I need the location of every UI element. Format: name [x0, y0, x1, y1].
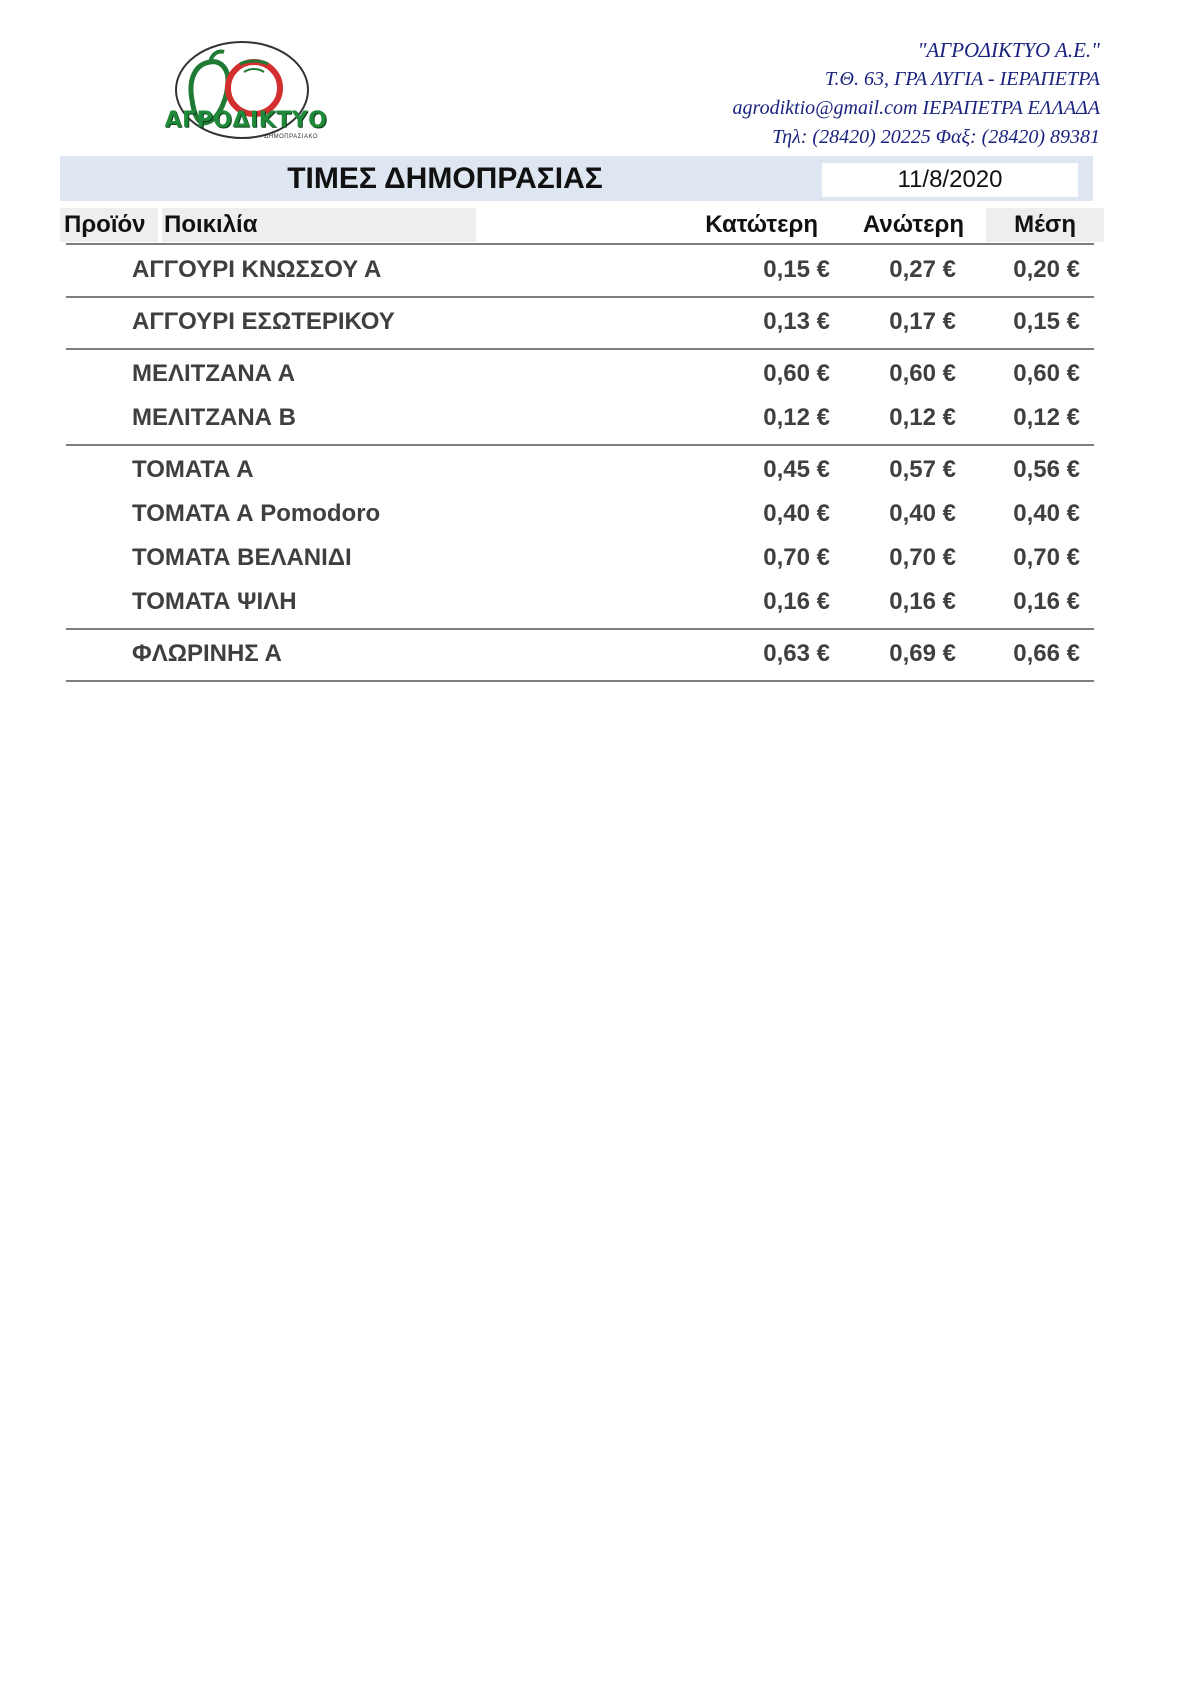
company-logo	[162, 38, 330, 150]
table-row	[0, 634, 1080, 674]
max-price: 0,16 €	[889, 588, 956, 615]
title-band	[60, 156, 1093, 201]
max-price: 0,70 €	[889, 544, 956, 571]
header-max-price: Ανώτερη	[862, 211, 964, 238]
group-divider	[66, 296, 1094, 298]
max-price: 0,60 €	[889, 360, 956, 387]
header-min-price: Κατώτερη	[705, 211, 818, 238]
company-email-city: agrodiktio@gmail.com ΙΕΡΑΠΕΤΡΑ ΕΛΛΑΔΑ	[732, 97, 1100, 119]
avg-price: 0,12 €	[1013, 404, 1080, 431]
max-price: 0,69 €	[889, 640, 956, 667]
max-price: 0,17 €	[889, 308, 956, 335]
product-variety: ΜΕΛΙΤΖΑΝΑ Β	[132, 404, 296, 431]
avg-price: 0,70 €	[1013, 544, 1080, 571]
group-divider	[66, 348, 1094, 350]
product-variety: ΤΟΜΑΤΑ Α	[132, 456, 254, 483]
table-row	[0, 450, 1080, 490]
company-info	[733, 36, 1100, 152]
table-row	[0, 494, 1080, 534]
min-price: 0,15 €	[763, 256, 830, 283]
min-price: 0,16 €	[763, 588, 830, 615]
avg-price: 0,15 €	[1013, 308, 1080, 335]
auction-date: 11/8/2020	[822, 163, 1078, 197]
logo-wordmark: ΑΓΡΟΔΙΚΤΥΟ	[164, 108, 328, 133]
max-price: 0,57 €	[889, 456, 956, 483]
table-row	[0, 250, 1080, 290]
table-row	[0, 398, 1080, 438]
max-price: 0,27 €	[889, 256, 956, 283]
page-title: ΤΙΜΕΣ ΔΗΜΟΠΡΑΣΙΑΣ	[287, 162, 603, 195]
table-row	[0, 538, 1080, 578]
avg-price: 0,56 €	[1013, 456, 1080, 483]
min-price: 0,60 €	[763, 360, 830, 387]
avg-price: 0,66 €	[1013, 640, 1080, 667]
product-variety: ΦΛΩΡΙΝΗΣ Α	[132, 640, 282, 667]
min-price: 0,13 €	[763, 308, 830, 335]
table-row	[0, 582, 1080, 622]
min-price: 0,63 €	[763, 640, 830, 667]
max-price: 0,40 €	[889, 500, 956, 527]
header-divider	[66, 243, 1094, 245]
max-price: 0,12 €	[889, 404, 956, 431]
min-price: 0,40 €	[763, 500, 830, 527]
group-divider	[66, 628, 1094, 630]
header-product: Προϊόν	[64, 211, 146, 238]
min-price: 0,70 €	[763, 544, 830, 571]
company-name: "ΑΓΡΟΔΙΚΤΥΟ Α.Ε."	[917, 38, 1100, 62]
table-row	[0, 354, 1080, 394]
group-divider	[66, 444, 1094, 446]
header-avg-price: Μέση	[1014, 211, 1076, 238]
table-row	[0, 302, 1080, 342]
product-variety: ΤΟΜΑΤΑ ΒΕΛΑΝΙΔΙ	[132, 544, 352, 571]
product-variety: ΜΕΛΙΤΖΑΝΑ Α	[132, 360, 296, 387]
logo-subtext: ΔΗΜΟΠΡΑΣΙΑΚΟ	[264, 134, 318, 140]
avg-price: 0,40 €	[1013, 500, 1080, 527]
avg-price: 0,20 €	[1013, 256, 1080, 283]
group-divider	[66, 680, 1094, 682]
company-address: Τ.Θ. 63, ΓΡΑ ΛΥΓΙΑ - ΙΕΡΑΠΕΤΡΑ	[824, 68, 1100, 90]
avg-price: 0,16 €	[1013, 588, 1080, 615]
product-variety: ΤΟΜΑΤΑ ΨΙΛΗ	[132, 588, 297, 615]
avg-price: 0,60 €	[1013, 360, 1080, 387]
min-price: 0,12 €	[763, 404, 830, 431]
product-variety: ΑΓΓΟΥΡΙ ΚΝΩΣΣΟΥ Α	[132, 256, 382, 283]
min-price: 0,45 €	[763, 456, 830, 483]
company-phone-fax: Τηλ: (28420) 20225 Φαξ: (28420) 89381	[772, 126, 1100, 148]
product-variety: ΑΓΓΟΥΡΙ ΕΣΩΤΕΡΙΚΟΥ	[132, 308, 395, 335]
header-variety: Ποικιλία	[164, 211, 258, 238]
product-variety: ΤΟΜΑΤΑ Α Pomodoro	[132, 500, 381, 527]
